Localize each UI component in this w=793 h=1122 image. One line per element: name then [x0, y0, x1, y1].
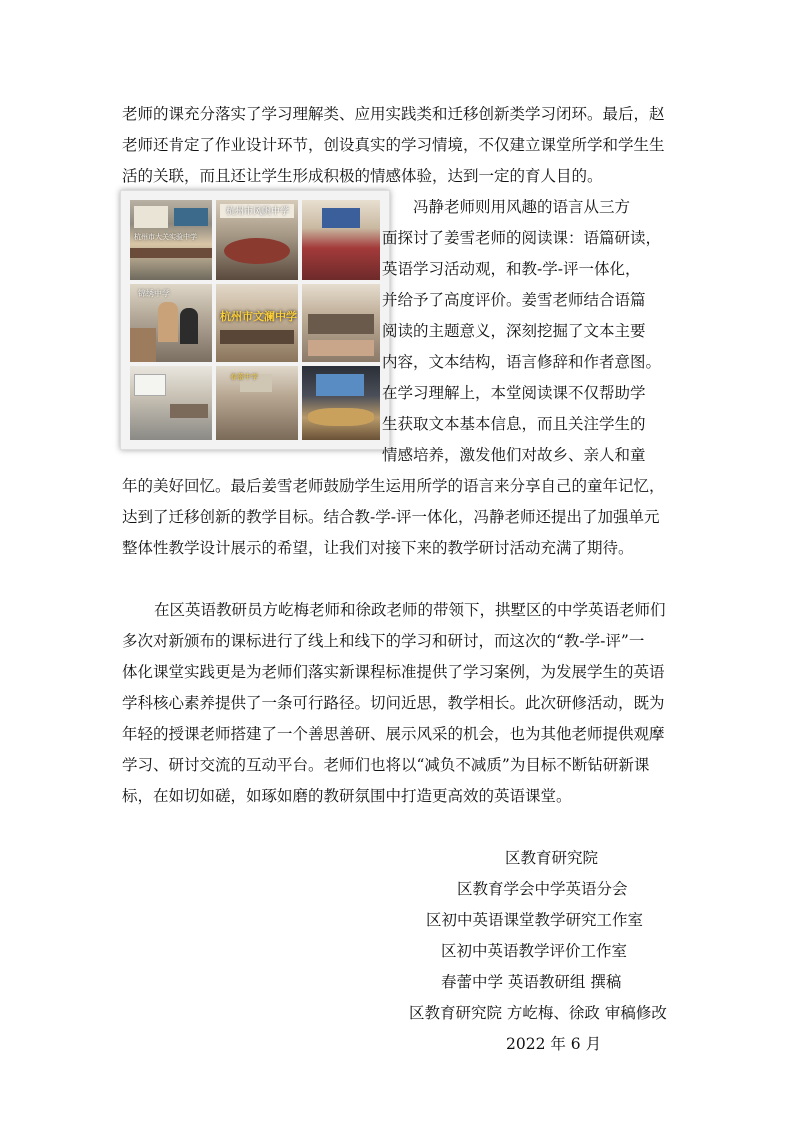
- paragraph-2-side-line-1: 冯静老师则用风趣的语言从三方: [413, 198, 631, 216]
- paragraph-2-side-line-7: 在学习理解上，本堂阅读课不仅帮助学: [382, 384, 646, 402]
- photo-classroom-3: [302, 284, 380, 362]
- paragraph-2-side-line-8: 生获取文本基本信息，而且关注学生的: [382, 415, 646, 433]
- photo-meeting-2: [216, 284, 298, 362]
- school-tag-jinxiu: 锦绣中学: [138, 289, 170, 298]
- paragraph-2-side-line-5: 阅读的主题意义，深刻挖掘了文本主要: [382, 322, 646, 340]
- photo-lecture-2: [216, 366, 298, 440]
- paragraph-2-side-line-3: 英语学习活动观，和教-学-评一体化，: [382, 260, 641, 278]
- paragraph-2-side-line-2: 面探讨了姜雪老师的阅读课：语篇研读，: [382, 229, 662, 247]
- photo-lecture-1: [130, 366, 212, 440]
- paragraph-2-side-line-4: 并给予了高度评价。姜雪老师结合语篇: [382, 291, 646, 309]
- paragraph-1-line-2: 老师还肯定了作业设计环节，创设真实的学习情境，不仅建立课堂所学和学生生: [122, 136, 665, 154]
- signature-line-2: 区教育学会中学英语分会: [457, 880, 628, 898]
- signature-date: 2022 年 6 月: [506, 1035, 602, 1053]
- photo-meeting-3: [302, 366, 380, 440]
- paragraph-2-line-10: 年的美好回忆。最后姜雪老师鼓励学生运用所学的语言来分享自己的童年记忆，: [122, 477, 665, 495]
- signature-line-6: 区教育研究院 方屹梅、徐政 审稿修改: [409, 1004, 667, 1022]
- signature-line-5: 春蕾中学 英语教研组 撰稿: [441, 973, 622, 991]
- photo-classroom-2: [130, 284, 212, 362]
- signature-line-1: 区教育研究院: [505, 849, 599, 867]
- school-tag-daguan: 杭州市大关实验中学: [134, 233, 197, 241]
- paragraph-3-line-5: 年轻的授课老师搭建了一个善思善研、展示风采的机会，也为其他老师提供观摩: [122, 725, 665, 743]
- paragraph-2-side-line-6: 内容，文本结构，语言修辞和作者意图。: [382, 353, 662, 371]
- paragraph-1-line-1: 老师的课充分落实了学习理解类、应用实践类和迁移创新类学习闭环。最后，赵: [122, 105, 665, 123]
- paragraph-3-line-4: 学科核心素养提供了一条可行路径。切问近思，教学相长。此次研修活动，既为: [122, 694, 665, 712]
- paragraph-3-line-3: 体化课堂实践更是为老师们落实新课程标准提供了学习案例，为发展学生的英语: [122, 663, 665, 681]
- school-tag-chunlei: 春蕾中学: [230, 373, 258, 381]
- paragraph-3-line-7: 标，在如切如磋，如琢如磨的教研氛围中打造更高效的英语课堂。: [122, 787, 572, 805]
- photo-classroom-1: [130, 200, 212, 280]
- signature-line-4: 区初中英语教学评价工作室: [441, 942, 628, 960]
- school-tag-wenlan: 杭州市文澜中学: [220, 310, 297, 323]
- photo-meeting-1: [216, 200, 298, 280]
- paragraph-2-line-11: 达到了迁移创新的教学目标。结合教-学-评一体化，冯静老师还提出了加强单元: [122, 508, 660, 526]
- paragraph-3-line-2: 多次对新颁布的课标进行了线上和线下的学习和研讨，而这次的“教-学-评”一: [122, 632, 645, 650]
- paragraph-2-line-12: 整体性教学设计展示的希望，让我们对接下来的教学研讨活动充满了期待。: [122, 539, 634, 557]
- paragraph-3-line-6: 学习、研讨交流的互动平台。老师们也将以“减负不减质”为目标不断钻研新课: [122, 756, 650, 774]
- photo-collage: [120, 190, 390, 450]
- paragraph-3-line-1: 在区英语教研员方屹梅老师和徐政老师的带领下，拱墅区的中学英语老师们: [154, 601, 666, 619]
- photo-auditorium-1: [302, 200, 380, 280]
- paragraph-2-side-line-9: 情感培养，激发他们对故乡、亲人和童: [382, 446, 646, 464]
- school-tag-fengfan: 杭州市风帆中学: [226, 207, 290, 217]
- paragraph-1-line-3: 活的关联，而且还让学生形成积极的情感体验，达到一定的育人目的。: [122, 167, 603, 185]
- signature-line-3: 区初中英语课堂教学研究工作室: [426, 911, 644, 929]
